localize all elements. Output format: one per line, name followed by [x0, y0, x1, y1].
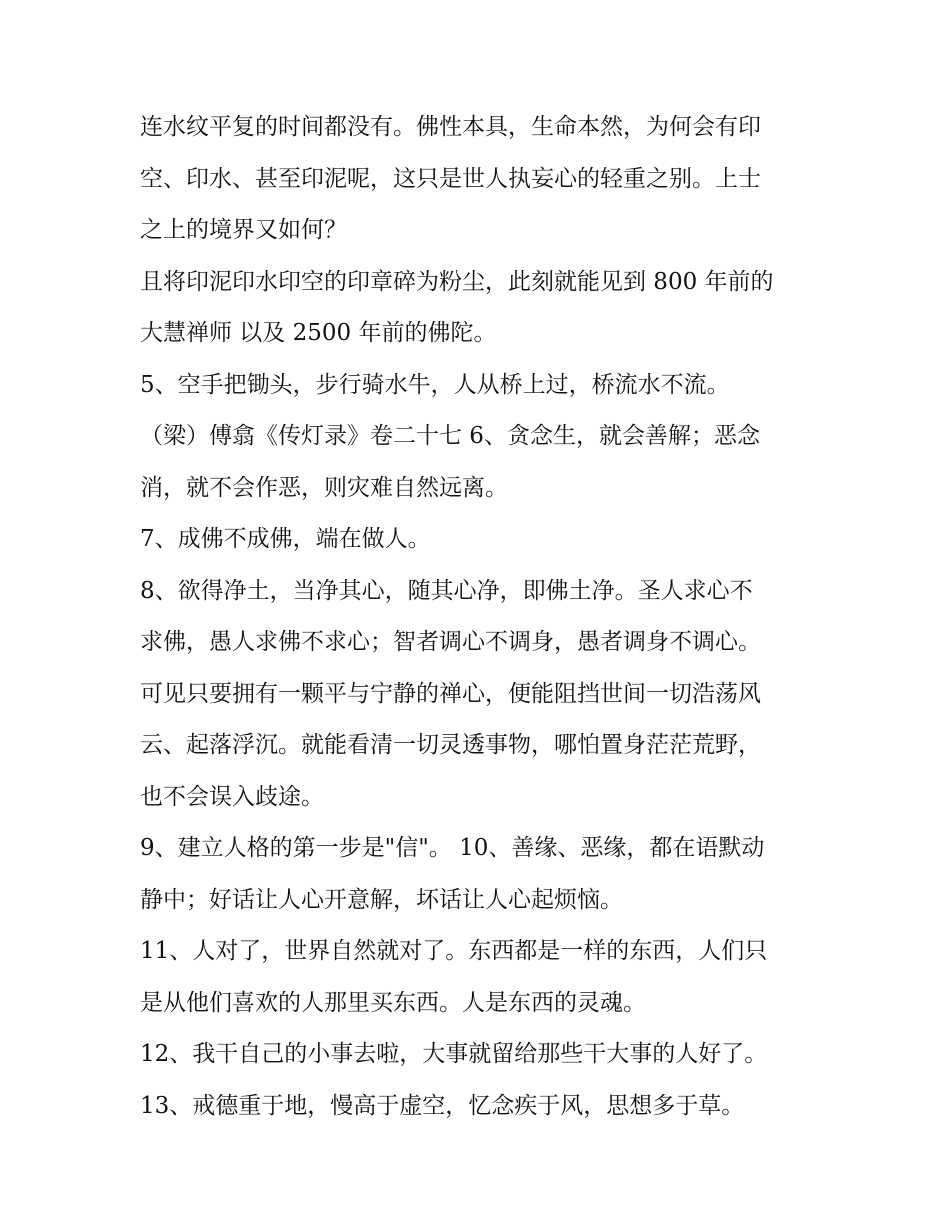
text-line: 11、人对了，世界自然就对了。东西都是一样的东西，人们只 — [140, 938, 768, 964]
text-line: 8、欲得净土，当净其心，随其心净，即佛土净。圣人求心不 — [140, 577, 753, 604]
body-text — [140, 102, 830, 1132]
text-line: （梁）傅翕《传灯录》卷二十七 6、贪念生，就会善解；恶念 — [140, 423, 760, 449]
text-line: 且将印泥印水印空的印章碎为粉尘，此刻就能见到 800 年前的 — [140, 268, 774, 295]
text-line: 消，就不会作恶，则灾难自然远离。 — [140, 474, 508, 501]
text-line: 是从他们喜欢的人那里买东西。人是东西的灵魂。 — [140, 989, 646, 1016]
text-line: 大慧禅师 以及 2500 年前的佛陀。 — [140, 320, 497, 346]
text-line: 12、我干自己的小事去啦，大事就留给那些干大事的人好了。 — [140, 1041, 768, 1067]
text-line: 求佛，愚人求佛不求心；智者调心不调身，愚者调身不调心。 — [140, 629, 761, 655]
text-line: 连水纹平复的时间都没有。佛性本具，生命本然，为何会有印 — [140, 114, 761, 140]
text-line: 之上的境界又如何？ — [140, 217, 347, 243]
text-line: 9、建立人格的第一步是"信"。 10、善缘、恶缘，都在语默动 — [140, 835, 765, 861]
text-line: 5、空手把锄头，步行骑水牛，人从桥上过，桥流水不流。 — [140, 371, 730, 398]
text-line: 13、戒德重于地，慢高于虚空，忆念疾于风，思想多于草。 — [140, 1092, 745, 1119]
text-line: 云、起落浮沉。就能看清一切灵透事物，哪怕置身茫茫荒野， — [140, 732, 761, 758]
text-line: 7、成佛不成佛，端在做人。 — [140, 526, 431, 552]
text-line: 空、印水、甚至印泥呢，这只是世人执妄心的轻重之别。上士 — [140, 165, 761, 192]
text-line: 也不会误入歧途。 — [140, 783, 324, 810]
text-line: 可见只要拥有一颗平与宁静的禅心，便能阻挡世间一切浩荡风 — [140, 680, 761, 707]
text-line: 静中；好话让人心开意解，坏话让人心起烦恼。 — [140, 886, 623, 913]
